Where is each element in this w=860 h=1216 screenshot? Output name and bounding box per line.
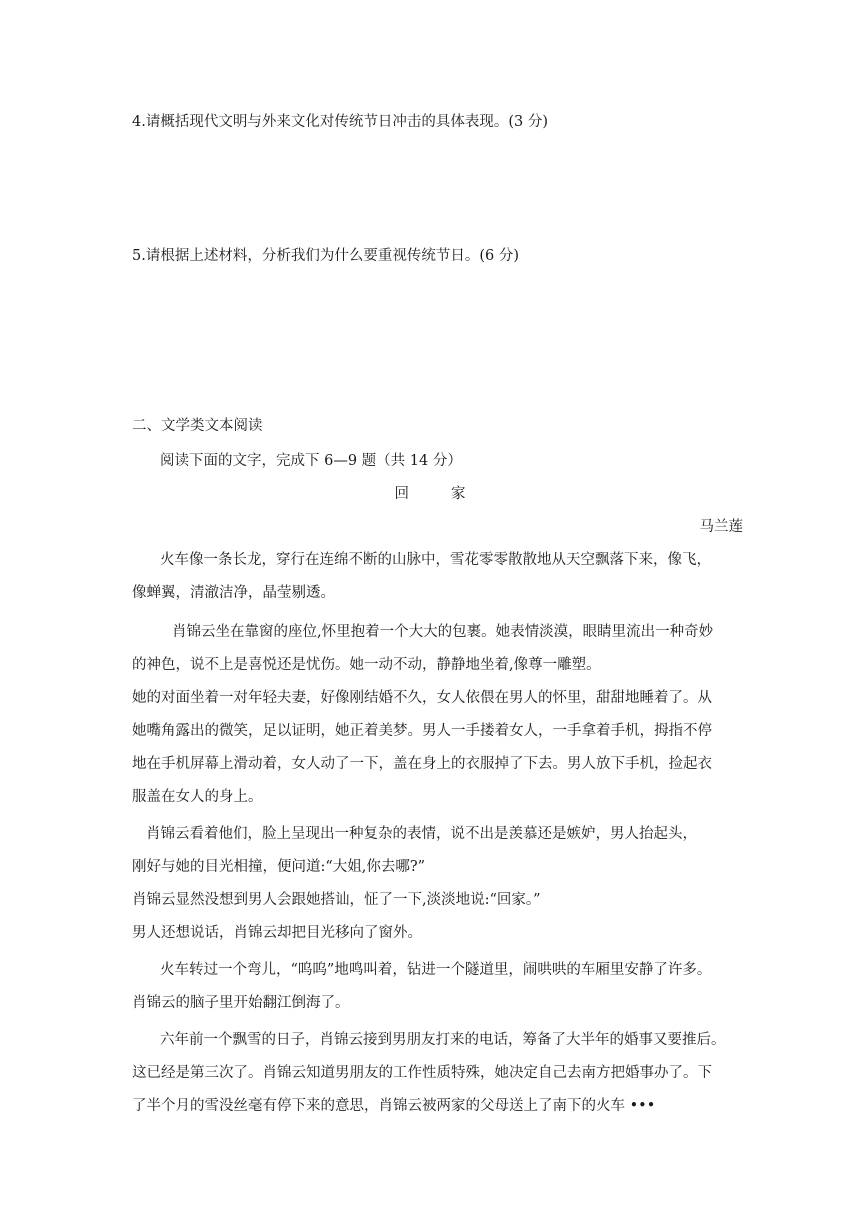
paragraph-line: 火车转过一个弯儿，“呜呜”地鸣叫着，钻进一个隧道里，闹哄哄的车厢里安静了许多。 [160, 962, 712, 978]
paragraph-line: 肖锦云看着他们，脸上呈现出一种复杂的表情，说不出是羡慕还是嫉妒，男人抬起头， [146, 826, 697, 842]
paragraph-line: 这已经是第三次了。肖锦云知道男朋友的工作性质特殊，她决定自己去南方把婚事办了。下 [132, 1065, 712, 1081]
article-title-text: 回家 [394, 486, 508, 502]
paragraph-line: 肖锦云显然没想到男人会跟她搭讪，怔了一下,淡淡地说:“回家。” [132, 892, 541, 908]
paragraph-line: 火车像一条长龙，穿行在连绵不断的山脉中，雪花零零散散地从天空飘落下来，像飞， [160, 552, 711, 568]
paragraph-line: 了半个月的雪没丝毫有停下来的意思，肖锦云被两家的父母送上了南下的火车 ••• [132, 1098, 656, 1114]
paragraph-line: 肖锦云坐在靠窗的座位,怀里抱着一个大大的包裹。她表情淡漠，眼睛里流出一种奇妙 [172, 624, 714, 640]
question-4: 4.请概括现代文明与外来文化对传统节日冲击的具体表现。(3 分) [132, 114, 548, 130]
paragraph-line: 服盖在女人的身上。 [132, 789, 263, 805]
paragraph-line: 她的对面坐着一对年轻夫妻，好像刚结婚不久，女人依偎在男人的怀里，甜甜地睡着了。从 [132, 690, 712, 706]
paragraph-line: 六年前一个飘雪的日子，肖锦云接到男朋友打来的电话，筹备了大半年的婚事又要推后。 [160, 1032, 726, 1048]
article-author: 马兰莲 [699, 519, 743, 535]
article-title [0, 484, 860, 504]
paragraph-line: 她嘴角露出的微笑，足以证明，她正着美梦。男人一手搂着女人，一手拿着手机，拇指不停 [132, 723, 712, 739]
paragraph-line: 地在手机屏幕上滑动着，女人动了一下，盖在身上的衣服掉了下去。男人放下手机，捡起衣 [132, 756, 712, 772]
paragraph-line: 男人还想说话，肖锦云却把目光移向了窗外。 [132, 925, 422, 941]
paragraph-line: 肖锦云的脑子里开始翻江倒海了。 [132, 995, 350, 1011]
section-heading: 二、文学类文本阅读 [132, 418, 263, 434]
paragraph-line: 的神色，说不上是喜悦还是忧伤。她一动不动，静静地坐着,像尊一雕塑。 [132, 657, 601, 673]
section-instruction: 阅读下面的文字，完成下 6—9 题（共 14 分） [160, 453, 462, 469]
paragraph-line: 刚好与她的目光相撞，便问道:“大姐,你去哪?” [132, 859, 426, 875]
paragraph-line: 像蝉翼，清澈洁净，晶莹剔透。 [132, 585, 335, 601]
question-5: 5.请根据上述材料，分析我们为什么要重视传统节日。(6 分) [132, 248, 519, 264]
